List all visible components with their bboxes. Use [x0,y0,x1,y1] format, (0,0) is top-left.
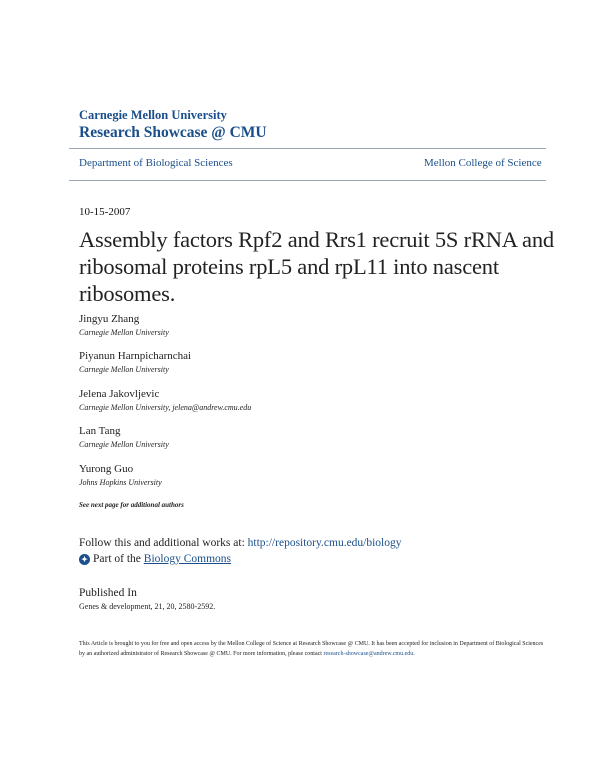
author-name: Lan Tang [79,425,121,437]
author-affiliation: Carnegie Mellon University [79,328,169,337]
publication-date: 10-15-2007 [79,206,131,218]
published-in-heading: Published In [79,587,137,599]
article-title: Assembly factors Rpf2 and Rrs1 recruit 5S rRNA and ribosomal proteins rpL5 and rpL11 into nascent ribosomes. [79,227,554,306]
commons-network-icon: ✦ [79,554,90,565]
additional-authors-note: See next page for additional authors [79,501,184,509]
notice-text: This Article is brought to you for free and open access by the Mellon College of Science at Research Showcase @ CMU. It has been accepted for inclusion in Department of Biological Sciences by an authorized administrator of Research Showcase @ CMU. For more information, please contact [79,641,544,657]
author-name: Jingyu Zhang [79,313,140,325]
part-of-prefix: Part of the [93,553,144,565]
notice-end: . [413,651,415,657]
author-name: Jelena Jakovljevic [79,388,160,400]
department-link[interactable]: Department of Biological Sciences [79,157,233,169]
repository-name: Research Showcase @ CMU [79,124,267,141]
author-affiliation: Carnegie Mellon University [79,440,169,449]
biology-commons-link[interactable]: Biology Commons [143,553,232,565]
author-affiliation: Johns Hopkins University [79,478,162,487]
author-name: Piyanun Harnpicharnchai [79,350,192,362]
author-affiliation: Carnegie Mellon University, jelena@andrew.cmu.edu [79,403,252,412]
follow-line [79,537,402,549]
bottom-divider [69,180,546,181]
follow-label: Follow this and additional works at: [79,537,248,549]
institution-name: Carnegie Mellon University [79,108,227,122]
author-name: Yurong Guo [79,463,134,475]
institution-header [79,108,267,142]
college-link[interactable]: Mellon College of Science [424,157,542,169]
top-divider [69,148,546,149]
citation: Genes & development, 21, 20, 2580-2592. [79,602,216,611]
repository-url-link[interactable]: http://repository.cmu.edu/biology [247,537,402,549]
contact-email-link[interactable]: research-showcase@andrew.cmu.edu [323,651,414,657]
access-notice [79,639,549,659]
part-of-line [79,553,231,565]
author-affiliation: Carnegie Mellon University [79,365,169,374]
